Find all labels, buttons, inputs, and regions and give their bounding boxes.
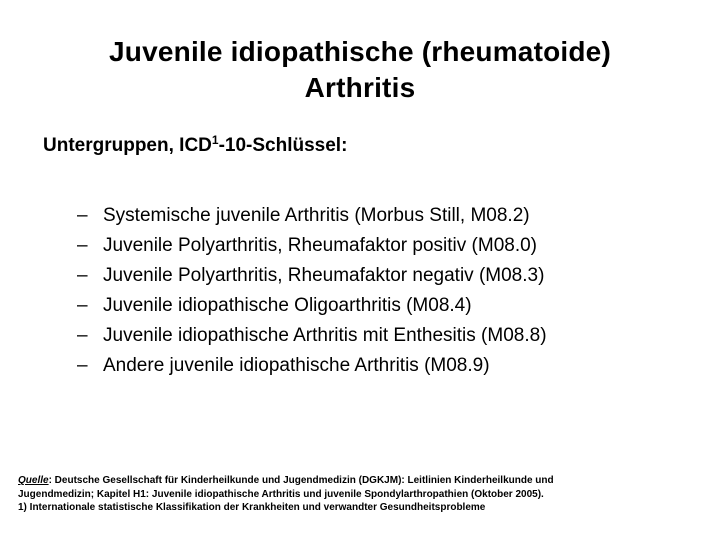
section-heading — [43, 134, 347, 158]
list-item — [77, 201, 547, 231]
source-label: Quelle — [18, 475, 49, 486]
source-citation-line-2: Jugendmedizin; Kapitel H1: Juvenile idiopathische Arthritis und juvenile Spondylarthropathien (Oktober 2005). — [18, 488, 544, 500]
section-heading-text: Untergruppen, ICD — [43, 135, 212, 156]
slide-title-line-1: Juvenile idiopathische (rheumatoide) — [109, 36, 611, 67]
bullet-dash: – — [77, 325, 88, 346]
bullet-dash: – — [77, 235, 88, 256]
footnote-definition: 1) Internationale statistische Klassifikation der Krankheiten und verwandter Gesundheitsprobleme — [18, 502, 486, 513]
list-item — [77, 231, 547, 261]
source-citation-line-1 — [18, 474, 708, 488]
footnote — [18, 474, 708, 515]
bullet-dash: – — [77, 265, 88, 286]
list-item — [77, 261, 547, 291]
list-item — [77, 291, 547, 321]
footnote-marker: 1 — [211, 133, 219, 147]
list-item-text: Juvenile Polyarthritis, Rheumafaktor positiv (M08.0) — [103, 235, 538, 256]
bullet-dash: – — [77, 205, 88, 226]
list-item-text: Andere juvenile idiopathische Arthritis (M08.9) — [103, 355, 490, 376]
subgroup-list — [77, 201, 547, 381]
section-heading-suffix: -10-Schlüssel: — [218, 135, 348, 156]
slide-title-line-2: Arthritis — [304, 72, 416, 103]
list-item — [77, 351, 547, 381]
source-text: : Deutsche Gesellschaft für Kinderheilkunde und Jugendmedizin (DGKJM): Leitlinien Kinderheilkunde und — [48, 475, 554, 486]
bullet-dash: – — [77, 355, 88, 376]
list-item-text: Juvenile idiopathische Arthritis mit Enthesitis (M08.8) — [103, 325, 547, 346]
list-item — [77, 321, 547, 351]
list-item-text: Systemische juvenile Arthritis (Morbus Still, M08.2) — [103, 205, 530, 226]
bullet-dash: – — [77, 295, 88, 316]
list-item-text: Juvenile Polyarthritis, Rheumafaktor negativ (M08.3) — [103, 265, 545, 286]
slide-title — [0, 34, 720, 106]
list-item-text: Juvenile idiopathische Oligoarthritis (M08.4) — [103, 295, 472, 316]
